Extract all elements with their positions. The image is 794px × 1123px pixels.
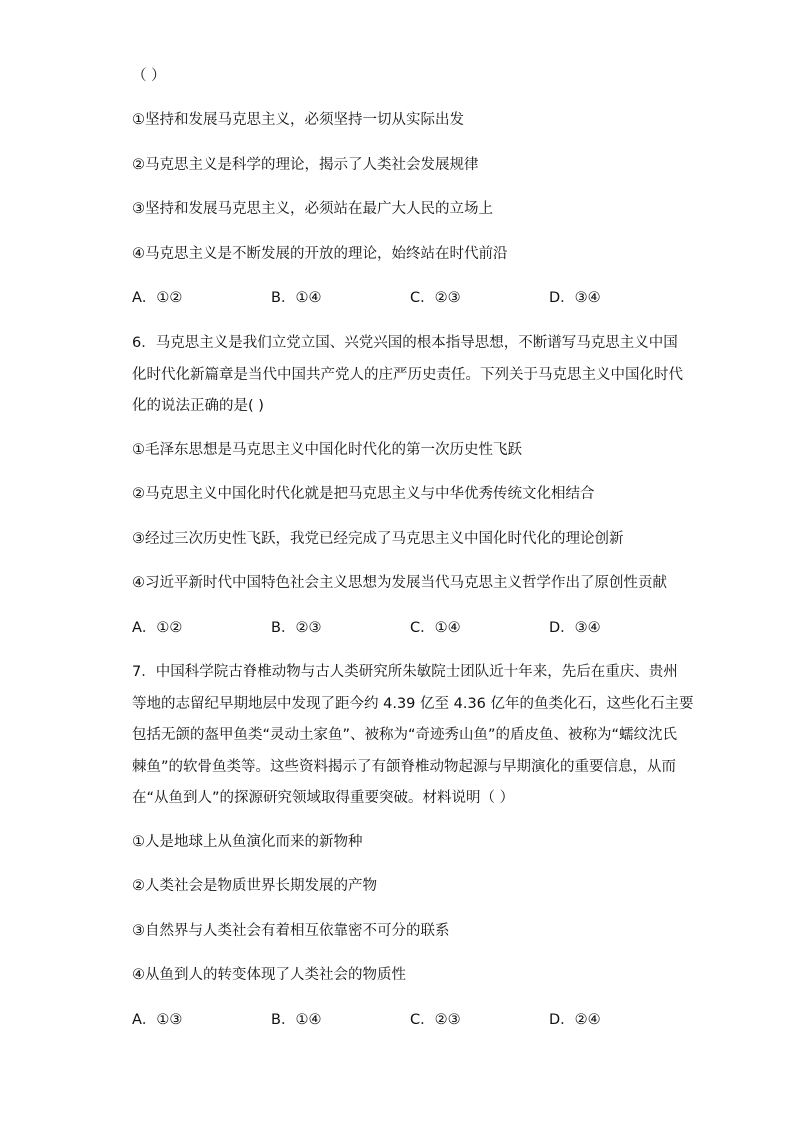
q7-option-d[interactable]: D．②④ [549, 1012, 601, 1028]
q6-option-d[interactable]: D．③④ [549, 620, 601, 636]
q7-statement-3: ③自然界与人类社会有着相互依靠密不可分的联系 [132, 923, 450, 939]
q5-option-a[interactable]: A．①② [132, 290, 183, 306]
q6-statement-3: ③经过三次历史性飞跃，我党已经完成了马克思主义中国化时代化的理论创新 [132, 531, 624, 547]
q7-option-c[interactable]: C．②③ [410, 1012, 461, 1028]
q5-statement-2: ②马克思主义是科学的理论，揭示了人类社会发展规律 [132, 157, 479, 173]
q6-statement-1: ①毛泽东思想是马克思主义中国化时代化的第一次历史性飞跃 [132, 442, 522, 458]
q6-stem-line-1: 6．马克思主义是我们立党立国、兴党兴国的根本指导思想，不断谱写马克思主义中国 [132, 335, 678, 351]
q7-stem-line-1: 7．中国科学院古脊椎动物与古人类研究所朱敏院士团队近十年来，先后在重庆、贵州 [132, 664, 678, 680]
q7-option-a[interactable]: A．①③ [132, 1012, 183, 1028]
q6-option-a[interactable]: A．①② [132, 620, 183, 636]
q7-stem-line-5: 在“从鱼到人”的探源研究领域取得重要突破。材料说明（ ） [132, 790, 515, 806]
q6-option-c[interactable]: C．①④ [410, 620, 461, 636]
q7-statement-4: ④从鱼到人的转变体现了人类社会的物质性 [132, 967, 406, 983]
q7-stem-line-3: 包括无颌的盔甲鱼类“灵动土家鱼”、被称为“奇迹秀山鱼”的盾皮鱼、被称为“蠕纹沈氏 [132, 727, 678, 743]
q5-stem-tail: （ ） [132, 68, 166, 84]
q5-statement-4: ④马克思主义是不断发展的开放的理论，始终站在时代前沿 [132, 246, 508, 262]
q5-option-b[interactable]: B．①④ [271, 290, 322, 306]
q7-stem-line-2: 等地的志留纪早期地层中发现了距今约 4.39 亿至 4.36 亿年的鱼类化石，这些化石主要 [132, 696, 694, 712]
q6-statement-2: ②马克思主义中国化时代化就是把马克思主义与中华优秀传统文化相结合 [132, 486, 595, 502]
q5-statement-3: ③坚持和发展马克思主义，必须站在最广大人民的立场上 [132, 201, 493, 217]
q7-option-b[interactable]: B．①④ [271, 1012, 322, 1028]
q7-statement-1: ①人是地球上从鱼演化而来的新物种 [132, 834, 363, 850]
q6-stem-line-3: 化的说法正确的是( ) [132, 398, 264, 414]
q7-stem-line-4: 棘鱼”的软骨鱼类等。这些资料揭示了有颌脊椎动物起源与早期演化的重要信息，从而 [132, 759, 677, 775]
q6-stem-line-2: 化时代化新篇章是当代中国共产党人的庄严历史责任。下列关于马克思主义中国化时代 [132, 367, 683, 383]
q5-option-d[interactable]: D．③④ [549, 290, 601, 306]
q6-option-b[interactable]: B．②③ [271, 620, 322, 636]
q5-statement-1: ①坚持和发展马克思主义，必须坚持一切从实际出发 [132, 112, 464, 128]
q5-option-c[interactable]: C．②③ [410, 290, 461, 306]
q7-statement-2: ②人类社会是物质世界长期发展的产物 [132, 878, 377, 894]
q6-statement-4: ④习近平新时代中国特色社会主义思想为发展当代马克思主义哲学作出了原创性贡献 [132, 575, 667, 591]
